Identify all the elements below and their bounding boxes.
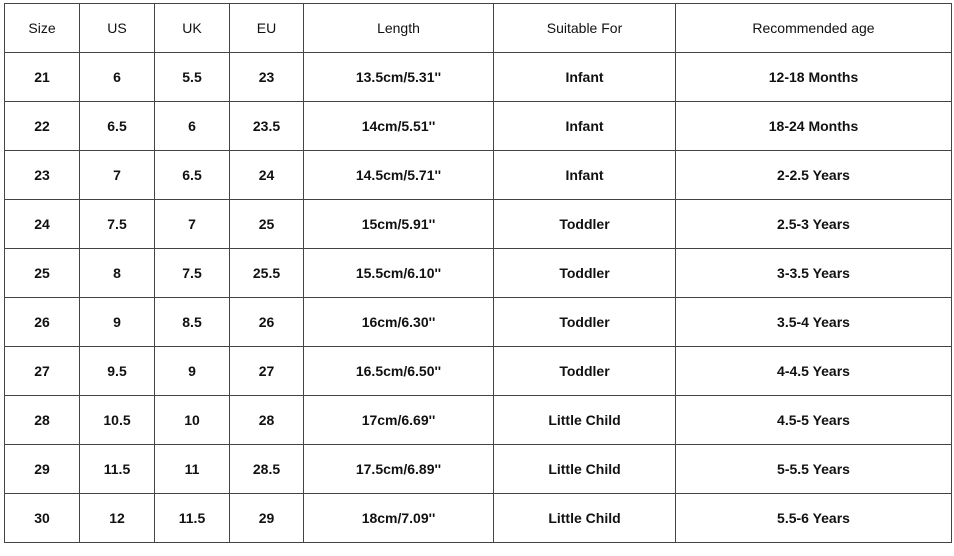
eu-cell: 23 (230, 53, 304, 102)
eu-cell: 23.5 (230, 102, 304, 151)
size-cell: 22 (5, 102, 80, 151)
us-cell: 9.5 (80, 347, 155, 396)
table-row (5, 53, 952, 102)
table-row (5, 200, 952, 249)
recommended-age-cell: 18-24 Months (676, 102, 952, 151)
suitable-for-cell: Toddler (494, 347, 676, 396)
table-row (5, 347, 952, 396)
length-cell: 14.5cm/5.71'' (304, 151, 494, 200)
table-header (5, 4, 952, 53)
length-cell: 15cm/5.91'' (304, 200, 494, 249)
recommended-age-cell: 4-4.5 Years (676, 347, 952, 396)
length-cell: 16cm/6.30'' (304, 298, 494, 347)
suitable-for-cell: Toddler (494, 298, 676, 347)
size-chart-table (4, 3, 952, 543)
size-cell: 29 (5, 445, 80, 494)
recommended-age-cell: 5-5.5 Years (676, 445, 952, 494)
us-cell: 11.5 (80, 445, 155, 494)
eu-cell: 28.5 (230, 445, 304, 494)
suitable-for-cell: Infant (494, 102, 676, 151)
eu-cell: 29 (230, 494, 304, 543)
uk-cell: 10 (155, 396, 230, 445)
header-suitable-for: Suitable For (494, 4, 676, 53)
us-cell: 12 (80, 494, 155, 543)
eu-cell: 27 (230, 347, 304, 396)
suitable-for-cell: Toddler (494, 249, 676, 298)
suitable-for-cell: Little Child (494, 445, 676, 494)
us-cell: 8 (80, 249, 155, 298)
table-row (5, 249, 952, 298)
length-cell: 16.5cm/6.50'' (304, 347, 494, 396)
suitable-for-cell: Little Child (494, 396, 676, 445)
us-cell: 6 (80, 53, 155, 102)
table-row (5, 445, 952, 494)
header-length: Length (304, 4, 494, 53)
recommended-age-cell: 12-18 Months (676, 53, 952, 102)
size-cell: 25 (5, 249, 80, 298)
length-cell: 13.5cm/5.31'' (304, 53, 494, 102)
length-cell: 18cm/7.09'' (304, 494, 494, 543)
uk-cell: 11.5 (155, 494, 230, 543)
suitable-for-cell: Infant (494, 151, 676, 200)
recommended-age-cell: 3.5-4 Years (676, 298, 952, 347)
recommended-age-cell: 2-2.5 Years (676, 151, 952, 200)
uk-cell: 7 (155, 200, 230, 249)
suitable-for-cell: Infant (494, 53, 676, 102)
header-recommended-age: Recommended age (676, 4, 952, 53)
eu-cell: 28 (230, 396, 304, 445)
size-cell: 26 (5, 298, 80, 347)
uk-cell: 7.5 (155, 249, 230, 298)
header-uk: UK (155, 4, 230, 53)
uk-cell: 11 (155, 445, 230, 494)
table-body (5, 53, 952, 543)
eu-cell: 26 (230, 298, 304, 347)
table-row (5, 298, 952, 347)
uk-cell: 8.5 (155, 298, 230, 347)
header-row (5, 4, 952, 53)
table-row (5, 396, 952, 445)
header-us: US (80, 4, 155, 53)
recommended-age-cell: 4.5-5 Years (676, 396, 952, 445)
uk-cell: 5.5 (155, 53, 230, 102)
length-cell: 15.5cm/6.10'' (304, 249, 494, 298)
length-cell: 17.5cm/6.89'' (304, 445, 494, 494)
table-row (5, 151, 952, 200)
length-cell: 17cm/6.69'' (304, 396, 494, 445)
table-row (5, 102, 952, 151)
us-cell: 9 (80, 298, 155, 347)
size-cell: 21 (5, 53, 80, 102)
us-cell: 7 (80, 151, 155, 200)
uk-cell: 9 (155, 347, 230, 396)
length-cell: 14cm/5.51'' (304, 102, 494, 151)
eu-cell: 25 (230, 200, 304, 249)
size-cell: 23 (5, 151, 80, 200)
uk-cell: 6 (155, 102, 230, 151)
recommended-age-cell: 2.5-3 Years (676, 200, 952, 249)
size-cell: 30 (5, 494, 80, 543)
recommended-age-cell: 5.5-6 Years (676, 494, 952, 543)
us-cell: 7.5 (80, 200, 155, 249)
us-cell: 10.5 (80, 396, 155, 445)
header-eu: EU (230, 4, 304, 53)
table-row (5, 494, 952, 543)
size-cell: 28 (5, 396, 80, 445)
suitable-for-cell: Toddler (494, 200, 676, 249)
suitable-for-cell: Little Child (494, 494, 676, 543)
us-cell: 6.5 (80, 102, 155, 151)
uk-cell: 6.5 (155, 151, 230, 200)
eu-cell: 24 (230, 151, 304, 200)
size-cell: 27 (5, 347, 80, 396)
header-size: Size (5, 4, 80, 53)
size-cell: 24 (5, 200, 80, 249)
eu-cell: 25.5 (230, 249, 304, 298)
recommended-age-cell: 3-3.5 Years (676, 249, 952, 298)
